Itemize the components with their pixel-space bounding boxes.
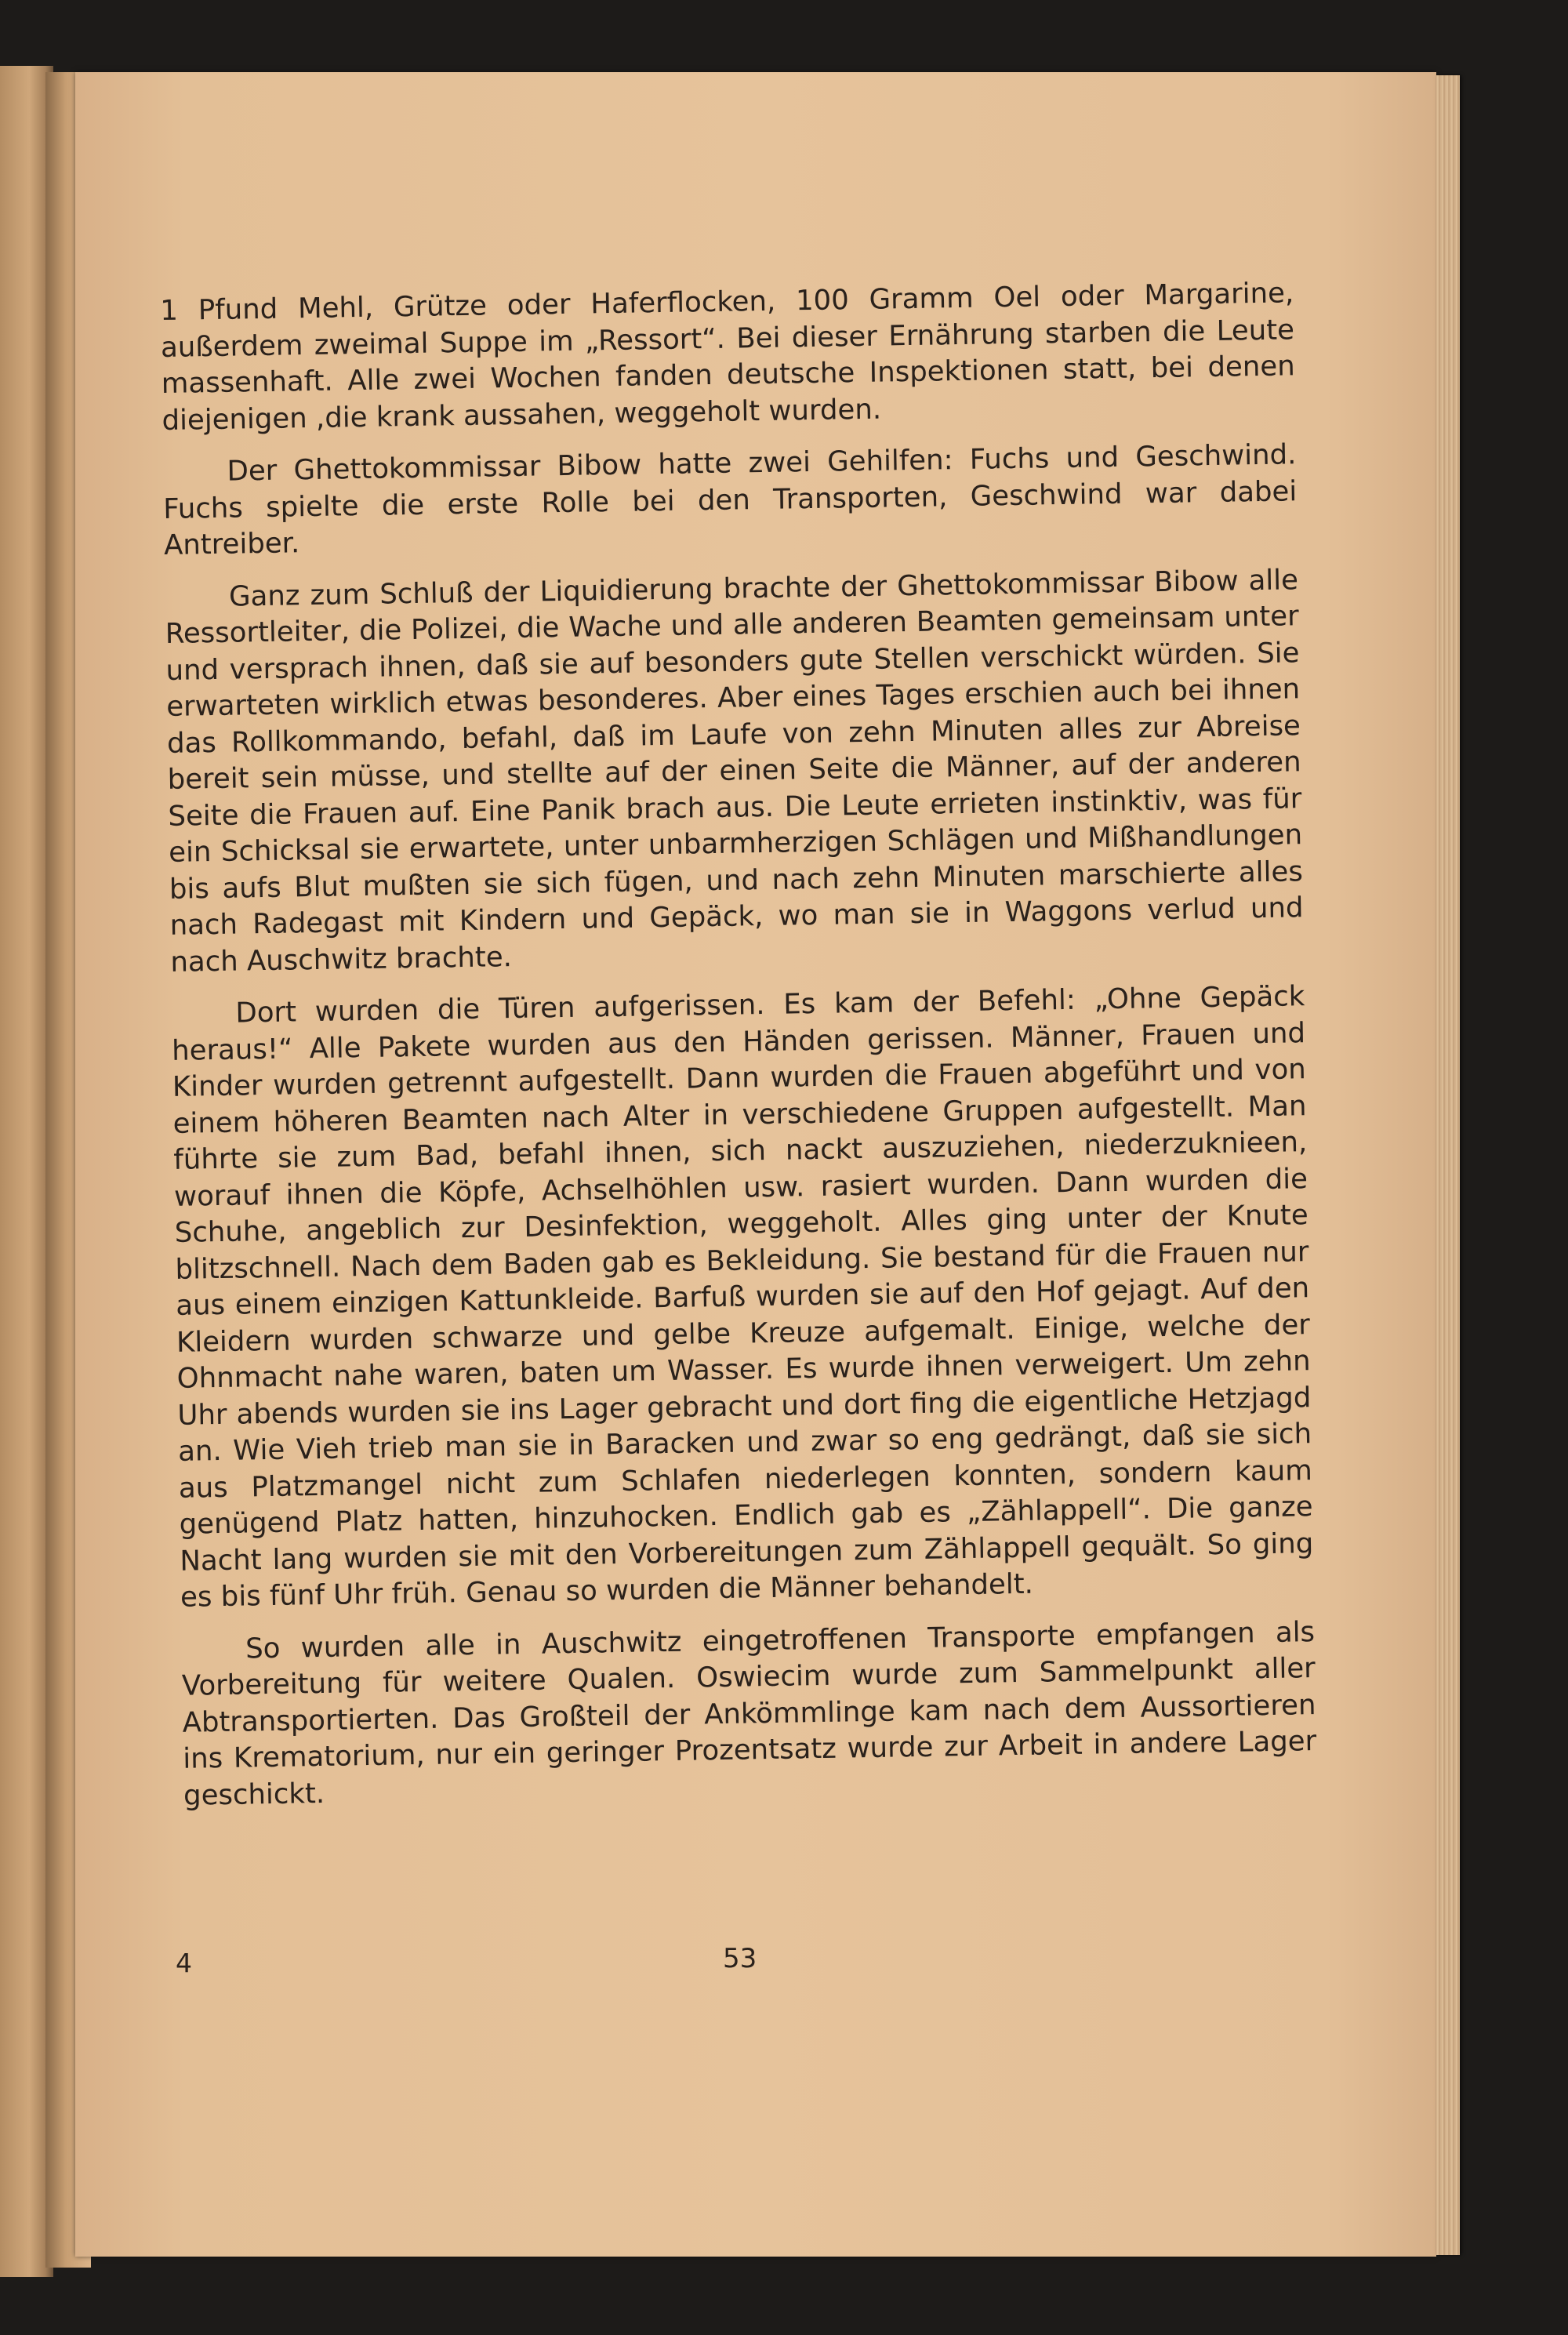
- page-stack-edge: [1436, 75, 1460, 2255]
- paragraph: Der Ghettokommissar Bibow hatte zwei Gehilfen: Fuchs und Geschwind. Fuchs spielte die erste Rolle bei den Transporten, Geschwind war dabei Antreiber.: [162, 438, 1298, 561]
- page-number: 53: [723, 1943, 757, 1974]
- paragraph: 1 Pfund Mehl, Grütze oder Haferflocken, 100 Gramm Oel oder Margarine, außerdem zweimal Suppe im „Ressort“. Bei dieser Ernährung starben die Leute massenhaft. Alle zwei Wochen fanden deutsche Inspektionen statt, bei denen diejenigen ,die krank aussahen, weggeholt wurden.: [160, 277, 1295, 437]
- paragraph: Ganz zum Schluß der Liquidierung brachte der Ghettokommissar Bibow alle Ressortleiter, die Polizei, die Wache und alle anderen Beamten gemeinsam unter und versprach ihnen, daß sie auf besonders gute Stellen verschickt würden. Sie erwarteten wirklich etwas besonderes. Aber eines Tages erschien auch bei ihnen das Rollkommando, befahl, daß im Laufe von zehn Minuten alles zur Abreise bereit sein müsse, und stellte auf der einen Seite die Männer, auf der anderen Seite die Frauen auf. Eine Panik brach aus. Die Leute errieten instinktiv, was für ein Schicksal sie erwartete, unter unbarmherzigen Schlägen und Mißhandlungen bis aufs Blut mußten sie sich fügen, und nach zehn Minuten marschierte alles nach Radegast mit Kindern und Gepäck, wo man sie in Waggons verlud und nach Auschwitz brachte.: [165, 563, 1304, 979]
- body-text: [160, 275, 1318, 1829]
- signature-mark: 4: [176, 1948, 192, 1978]
- paragraph: Dort wurden die Türen aufgerissen. Es kam der Befehl: „Ohne Gepäck heraus!“ Alle Pakete wurden aus den Händen gerissen. Männer, Frauen und Kinder wurden getrennt aufgestellt. Dann wurden die Frauen abgeführt und von einem höheren Beamten nach Alter in verschiedene Gruppen aufgestellt. Man führte sie zum Bad, befahl ihnen, sich nackt auszuziehen, niederzuknieen, worauf ihnen die Köpfe, Achselhöhlen usw. rasiert wurden. Dann wurden die Schuhe, angeblich zur Desinfektion, weggeholt. Alles ging unter der Knute blitzschnell. Nach dem Baden gab es Bekleidung. Sie bestand für die Frauen nur aus einem einzigen Kattunkleide. Barfuß wurden sie auf den Hof gejagt. Auf den Kleidern wurden schwarze und gelbe Kreuze aufgemalt. Einige, welche der Ohnmacht nahe waren, baten um Wasser. Es wurde ihnen verweigert. Um zehn Uhr abends wurden sie ins Lager gebracht und dort fing die eigentliche Hetzjagd an. Wie Vieh trieb man sie in Baracken und zwar so eng gedrängt, daß sie sich aus Platzmangel nicht zum Schlafen niederlegen konnten, sondern kaum genügend Platz hatten, hinzuhocken. Endlich gab es „Zählappell“. Die ganze Nacht lang wurden sie mit den Vorbereitungen zum Zählappell gequält. So ging es bis fünf Uhr früh. Genau so wurden die Männer behandelt.: [171, 980, 1314, 1614]
- paragraph: So wurden alle in Auschwitz eingetroffenen Transporte empfangen als Vorbereitung für weitere Qualen. Oswiecim wurde zum Sammelpunkt aller Abtransportierten. Das Großteil der Ankömmlinge kam nach dem Aussortieren ins Krematorium, nur ein geringer Prozentsatz wurde zur Arbeit in andere Lager geschickt.: [181, 1615, 1317, 1812]
